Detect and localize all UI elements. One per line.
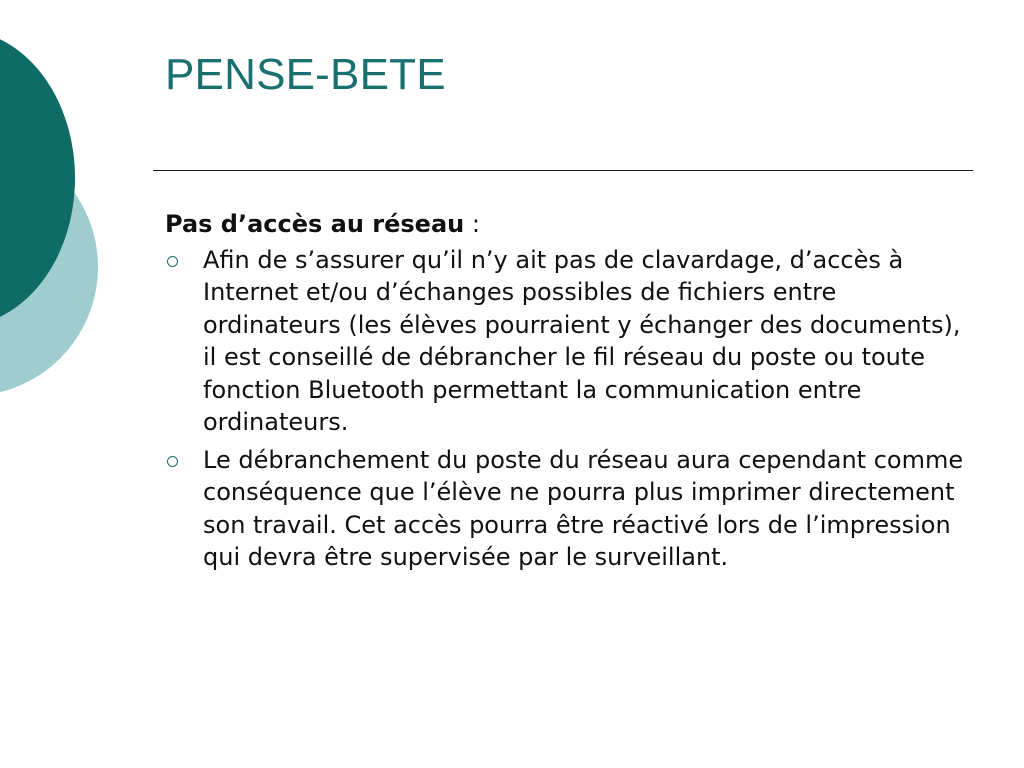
hollow-circle-bullet-icon bbox=[167, 256, 178, 267]
section-heading bbox=[165, 208, 965, 241]
slide-body bbox=[165, 208, 965, 579]
section-heading-label: Pas d’accès au réseau bbox=[165, 210, 465, 238]
slide-title: PENSE-BETE bbox=[165, 50, 446, 99]
bullet-item bbox=[165, 244, 965, 439]
bullet-text: Afin de s’assurer qu’il n’y ait pas de clavardage, d’accès à Internet et/ou d’échanges possibles de fichiers entre ordinateurs (les élèves pourraient y échanger des documents), il est conseillé de débrancher le fil réseau du poste ou toute fonction Bluetooth permettant la communication entre ordinateurs. bbox=[203, 245, 961, 436]
bullet-text: Le débranchement du poste du réseau aura cependant comme conséquence que l’élève ne pourra plus imprimer directement son travail. Cet accès pourra être réactivé lors de l’impression qui devra être supervisée par le surveillant. bbox=[203, 445, 964, 571]
title-divider bbox=[153, 170, 973, 171]
section-heading-colon: : bbox=[464, 210, 480, 238]
hollow-circle-bullet-icon bbox=[167, 456, 178, 467]
bullet-list bbox=[165, 244, 965, 574]
bullet-item bbox=[165, 444, 965, 574]
